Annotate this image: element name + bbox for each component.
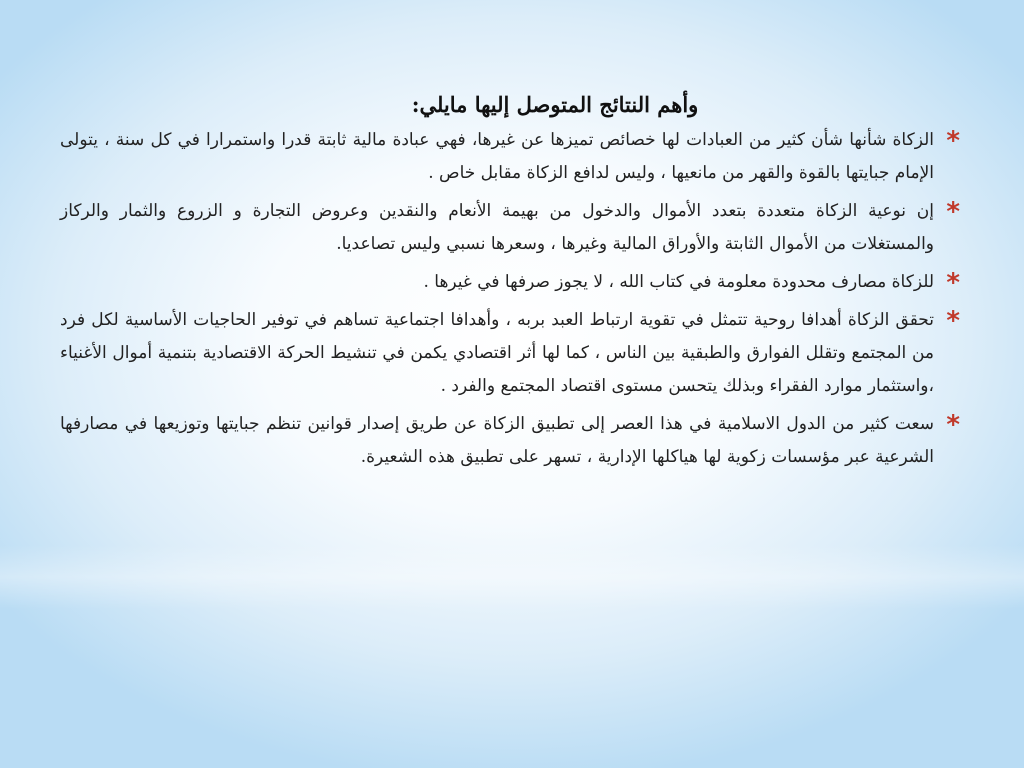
bullet-text: سعت كثير من الدول الاسلامية في هذا العصر إلى تطبيق الزكاة عن طريق إصدار قوانين تنظم جبايتها وتوزيعها في مصارفها الشرعية عبر مؤسسات زكوية لها هياكلها الإدارية ، تسهر على تطبيق هذه الشعيرة. <box>60 414 934 467</box>
bullet-list <box>60 124 960 474</box>
asterisk-bullet-icon: * <box>946 410 960 440</box>
bullet-item-1 <box>60 124 960 190</box>
bullet-text: الزكاة شأنها شأن كثير من العبادات لها خصائص تميزها عن غيرها، فهي عبادة مالية ثابتة قدرا واستمرارا في كل سنة ، يتولى الإمام جبايتها بالقوة والقهر من مانعيها ، وليس لدافع الزكاة مقابل خاص . <box>60 130 934 183</box>
bullet-item-4 <box>60 304 960 403</box>
bullet-text: تحقق الزكاة أهدافا روحية تتمثل في تقوية ارتباط العبد بربه ، وأهدافا اجتماعية تساهم في توفير الحاجيات الأساسية لكل فرد من المجتمع وتقلل الفوارق والطبقية بين الناس ، كما لها أثر اقتصادي يكمن في تنشيط الحركة الاقتصادية بتنمية أموال الأغنياء ،واستثمار موارد الفقراء وبذلك يتحسن مستوى اقتصاد المجتمع والفرد . <box>60 310 934 396</box>
asterisk-bullet-icon: * <box>946 268 960 298</box>
slide-title: وأهم النتائج المتوصل إليها مايلي: <box>411 92 699 117</box>
bullet-item-2 <box>60 195 960 261</box>
bullet-item-3 <box>60 266 960 299</box>
bullet-text: إن نوعية الزكاة متعددة بتعدد الأموال والدخول من بهيمة الأنعام والنقدين وعروض التجارة و الزروع والثمار والركاز والمستغلات من الأموال الثابتة والأوراق المالية وغيرها ، وسعرها نسبي وليس تصاعديا. <box>60 201 934 254</box>
asterisk-bullet-icon: * <box>946 126 960 156</box>
asterisk-bullet-icon: * <box>946 197 960 227</box>
bullet-item-5 <box>60 408 960 474</box>
bullet-text: للزكاة مصارف محدودة معلومة في كتاب الله ، لا يجوز صرفها في غيرها . <box>423 272 934 292</box>
asterisk-bullet-icon: * <box>946 306 960 336</box>
slide-content <box>60 88 960 558</box>
